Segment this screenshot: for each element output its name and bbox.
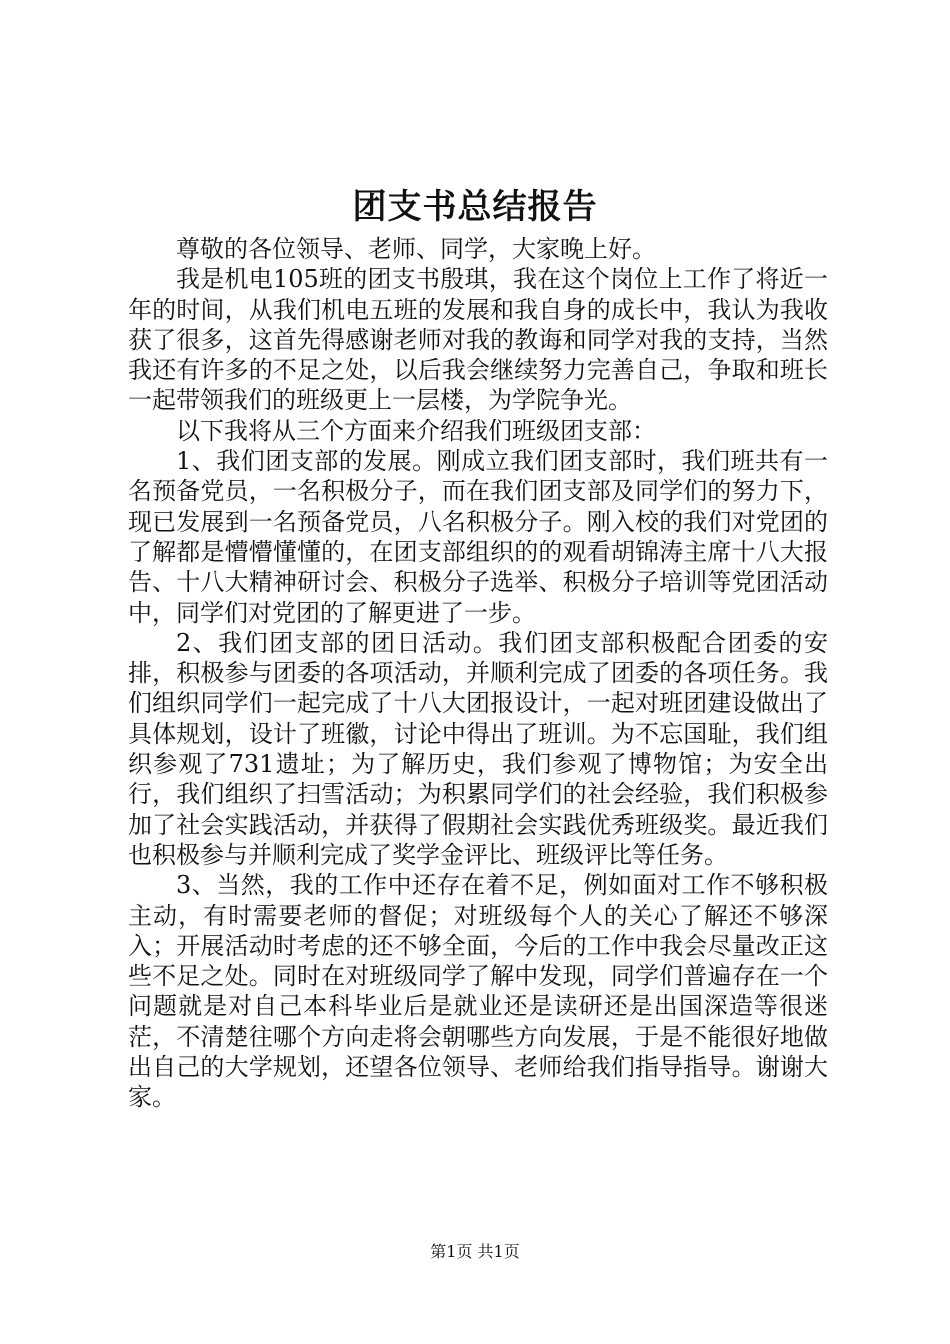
paragraph-introduction: 我是机电105班的团支书殷琪，我在这个岗位上工作了将近一年的时间，从我们机电五班的发展和我自身的成长中，我认为我收获了很多，这首先得感谢老师对我的教诲和同学对我的支持，当然我还有许多的不足之处，以后我会继续努力完善自己，争取和班长一起带领我们的班级更上一层楼，为学院争光。 xyxy=(128,265,828,415)
page-number-footer: 第1页 共1页 xyxy=(430,1242,520,1261)
paragraph-section-1: 1、我们团支部的发展。刚成立我们团支部时，我们班共有一名预备党员，一名积极分子，而在我们团支部及同学们的努力下，现已发展到一名预备党员，八名积极分子。刚入校的我们对党团的了解都是懵懵懂懂的，在团支部组织的的观看胡锦涛主席十八大报告、十八大精神研讨会、积极分子选举、积极分子培训等党团活动中，同学们对党团的了解更进了一步。 xyxy=(128,447,828,627)
paragraph-overview: 以下我将从三个方面来介绍我们班级团支部： xyxy=(176,416,656,445)
paragraph-greeting: 尊敬的各位领导、老师、同学，大家晚上好。 xyxy=(176,235,656,263)
paragraph-section-3: 3、当然，我的工作中还存在着不足，例如面对工作不够积极主动，有时需要老师的督促；对班级每个人的关心了解还不够深入；开展活动时考虑的还不够全面，今后的工作中我会尽量改正这些不足之处。同时在对班级同学了解中发现，同学们普遍存在一个问题就是对自己本科毕业后是就业还是读研还是出国深造等很迷茫，不清楚往哪个方向走将会朝哪些方向发展，于是不能很好地做出自己的大学规划，还望各位领导、老师给我们指导指导。谢谢大家。 xyxy=(128,871,828,1112)
document-title: 团支书总结报告 xyxy=(352,187,598,227)
paragraph-section-2: 2、我们团支部的团日活动。我们团支部积极配合团委的安排，积极参与团委的各项活动，并顺利完成了团委的各项任务。我们组织同学们一起完成了十八大团报设计，一起对班团建设做出了具体规划，设计了班徽，讨论中得出了班训。为不忘国耻，我们组织参观了731遗址；为了解历史，我们参观了博物馆；为安全出行，我们组织了扫雪活动；为积累同学们的社会经验，我们积极参加了社会实践活动，并获得了假期社会实践优秀班级奖。最近我们也积极参与并顺利完成了奖学金评比、班级评比等任务。 xyxy=(128,628,828,869)
document-body xyxy=(128,234,828,1113)
